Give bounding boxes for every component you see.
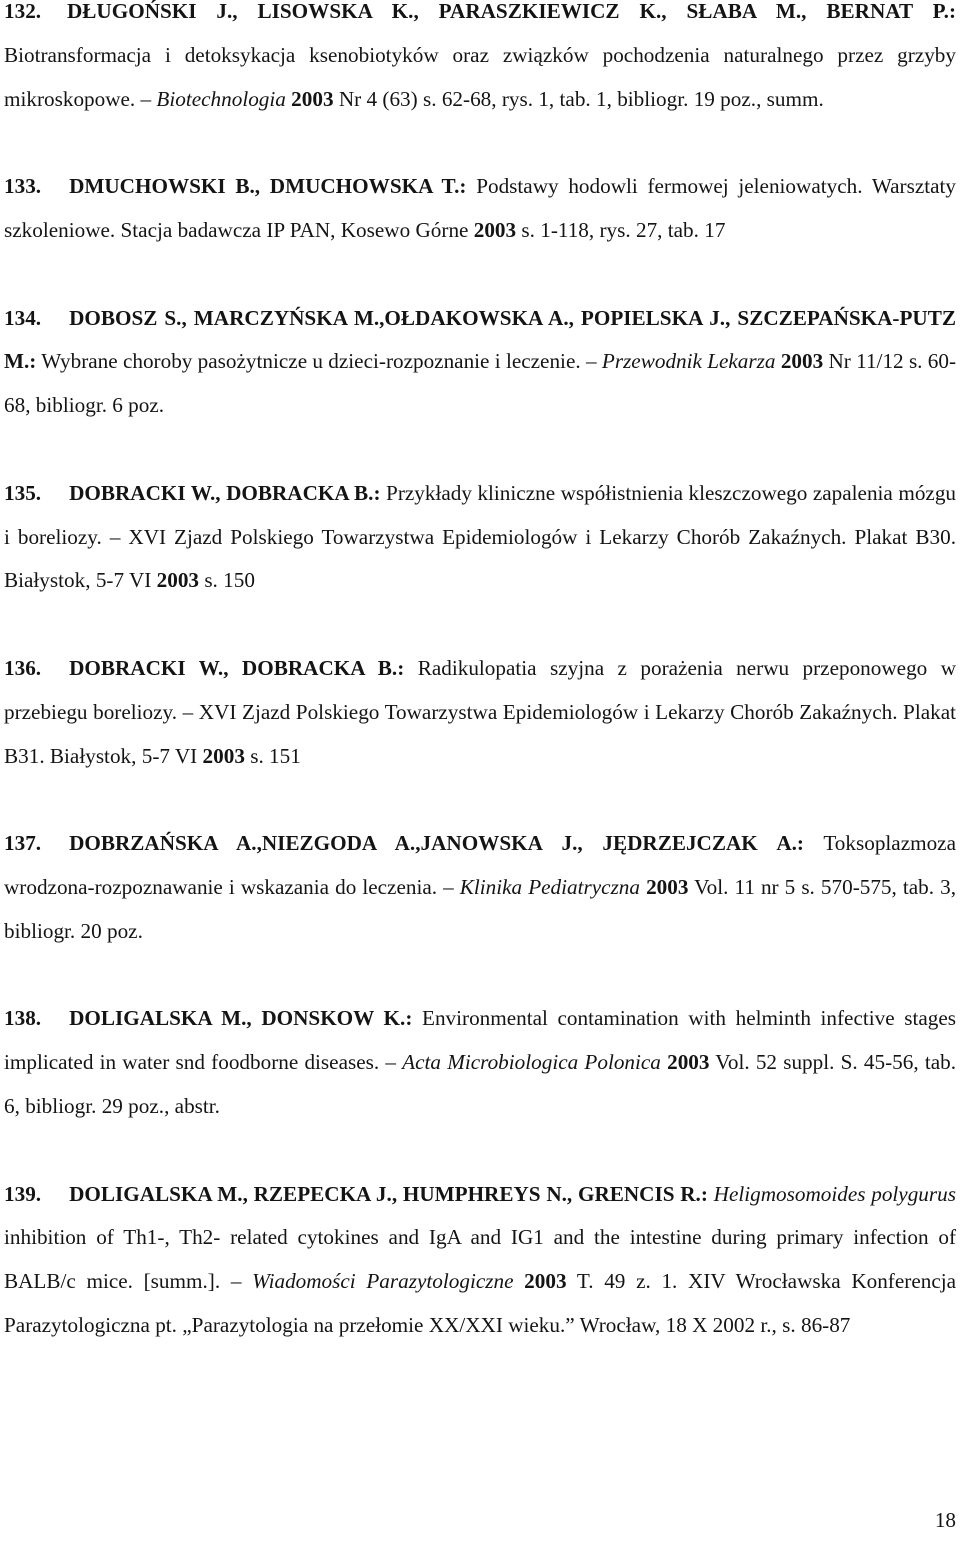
- entry-year: 2003: [473, 217, 517, 242]
- bibliography-entry-139: 139. DOLIGALSKA M., RZEPECKA J., HUMPHREYS N., GRENCIS R.: Heligmosomoides polygurus inhibition of Th1-, Th2- related cytokines and IgA and IG1 and the intestine during primary infection of BALB/c mice. [summ.]. – Wiadomości Parazytologiczne 2003 T. 49 z. 1. XIV Wrocławska Konferencja Parazytologiczna pt. „Parazytologia na przełomie XX/XXI wieku.” Wrocław, 18 X 2002 r., s. 86-87: [4, 1181, 957, 1337]
- entry-authors: DOLIGALSKA M., DONSKOW K.: [69, 1006, 406, 1031]
- entry-journal: Acta Microbiologica Polonica: [402, 1050, 661, 1075]
- entry-number: 138.: [4, 1006, 42, 1031]
- entry-title: Przykłady kliniczne współistnienia kleszczowego zapalenia mózgu i boreliozy.: [4, 480, 957, 549]
- entry-year: 2003: [646, 874, 689, 899]
- entry-details: s. 1-118, rys. 27, tab. 17: [521, 217, 726, 242]
- bibliography-entry-134: 134. DOBOSZ S., MARCZYŃSKA M.,OŁDAKOWSKA A., POPIELSKA J., SZCZEPAŃSKA-PUTZ M.: Wybrane choroby pasożytnicze u dzieci-rozpoznanie i leczenie. – Przewodnik Lekarza 2003 Nr 11/12 s. 60-68, bibliogr. 6 poz.: [4, 305, 957, 418]
- entry-journal: Przewodnik Lekarza: [601, 349, 776, 374]
- entry-year: 2003: [156, 568, 200, 593]
- entry-details: Vol. 11 nr 5 s. 570-575, tab. 3, bibliogr. 20 poz.: [4, 874, 957, 943]
- entry-authors: DOBRZAŃSKA A.,NIEZGODA A.,JANOWSKA J., JĘDRZEJCZAK A.: [69, 831, 797, 856]
- entry-details: Nr 4 (63) s. 62-68, rys. 1, tab. 1, bibliogr. 19 poz., summ.: [338, 86, 824, 111]
- entry-authors: DOLIGALSKA M., RZEPECKA J., HUMPHREYS N., GRENCIS R.: [69, 1181, 701, 1206]
- entry-year: 2003: [524, 1269, 567, 1294]
- bibliography-entry-138: 138. DOLIGALSKA M., DONSKOW K.: Environmental contamination with helminth infective stages implicated in water snd foodborne diseases. – Acta Microbiologica Polonica 2003 Vol. 52 suppl. S. 45-56, tab. 6, bibliogr. 29 poz., abstr.: [4, 1006, 957, 1118]
- entry-number: 134.: [4, 305, 42, 330]
- entry-dash: –: [230, 1269, 242, 1294]
- bibliography-entry-133: 133. DMUCHOWSKI B., DMUCHOWSKA T.: Podstawy hodowli fermowej jeleniowatych. Warsztaty szkoleniowe. Stacja badawcza IP PAN, Kosewo Górne 2003 s. 1-118, rys. 27, tab. 17: [4, 174, 957, 242]
- entry-details: T. 49 z. 1. XIV Wrocławska Konferencja Parazytologiczna pt. „Parazytologia na przełomie XX/XXI wieku.” Wrocław, 18 X 2002 r., s. 86-87: [4, 1269, 957, 1337]
- entry-number: 135.: [4, 480, 42, 505]
- bibliography-entry-135: 135. DOBRACKI W., DOBRACKA B.: Przykłady kliniczne współistnienia kleszczowego zapalenia mózgu i boreliozy. – XVI Zjazd Polskiego Towarzystwa Epidemiologów i Lekarzy Chorób Zakaźnych. Plakat B30. Białystok, 5-7 VI 2003 s. 150: [4, 480, 957, 593]
- entry-details: s. 151: [250, 743, 301, 768]
- entry-details: s. 150: [204, 568, 255, 593]
- bibliography-entry-132: 132. DŁUGOŃSKI J., LISOWSKA K., PARASZKIEWICZ K., SŁABA M., BERNAT P.: Biotransformacja i detoksykacja ksenobiotyków oraz związków pochodzenia naturalnego przez grzyby mikroskopowe. – Biotechnologia 2003 Nr 4 (63) s. 62-68, rys. 1, tab. 1, bibliogr. 19 poz., summ.: [4, 0, 956, 111]
- entry-authors: DMUCHOWSKI B., DMUCHOWSKA T.: [69, 174, 460, 199]
- entry-year: 2003: [667, 1050, 710, 1075]
- entry-journal: XVI Zjazd Polskiego Towarzystwa Epidemiologów i Lekarzy Chorób Zakaźnych. Plakat B30. Białystok, 5-7 VI: [4, 524, 957, 593]
- entry-number: 132.: [4, 0, 42, 23]
- entry-title: Environmental contamination with helminth infective stages implicated in water snd foodborne diseases.: [4, 1006, 957, 1075]
- entry-title: Biotransformacja i detoksykacja ksenobiotyków oraz związków pochodzenia naturalnego przez grzyby mikroskopowe.: [4, 42, 956, 111]
- entry-title: Radikulopatia szyjna z porażenia nerwu przeponowego w przebiegu boreliozy.: [4, 655, 956, 724]
- entry-title-species: Heligmosomoides polygurus: [713, 1181, 956, 1206]
- entry-number: 136.: [4, 655, 42, 680]
- entry-title: inhibition of Th1-, Th2- related cytokines and IgA and IG1 and the intestine during primary infection of BALB/c mice. [summ.].: [4, 1225, 956, 1294]
- entry-title: Podstawy hodowli fermowej jeleniowatych. Warsztaty szkoleniowe. Stacja badawcza IP PAN, Kosewo Górne: [4, 174, 957, 242]
- entry-authors: DOBRACKI W., DOBRACKA B.: [69, 480, 374, 505]
- entry-number: 133.: [4, 174, 42, 199]
- entry-details: Vol. 52 suppl. S. 45-56, tab. 6, bibliogr. 29 poz., abstr.: [4, 1050, 957, 1118]
- entry-dash: –: [140, 86, 152, 111]
- bibliography-entry-136: 136. DOBRACKI W., DOBRACKA B.: Radikulopatia szyjna z porażenia nerwu przeponowego w przebiegu boreliozy. – XVI Zjazd Polskiego Towarzystwa Epidemiologów i Lekarzy Chorób Zakaźnych. Plakat B31. Białystok, 5-7 VI 2003 s. 151: [4, 655, 957, 768]
- entry-number: 139.: [4, 1181, 42, 1206]
- entry-title: Toksoplazmoza wrodzona-rozpoznawanie i wskazania do leczenia.: [4, 831, 956, 899]
- entry-dash: –: [443, 874, 454, 899]
- entry-journal: Biotechnologia: [156, 86, 286, 111]
- entry-dash: –: [182, 699, 194, 724]
- entry-authors: DOBRACKI W., DOBRACKA B.: [69, 655, 398, 680]
- entry-journal: Wiadomości Parazytologiczne: [252, 1269, 514, 1294]
- entry-details: Nr 11/12 s. 60-68, bibliogr. 6 poz.: [4, 349, 957, 418]
- entry-dash: –: [385, 1050, 396, 1075]
- entry-journal: Klinika Pediatryczna: [459, 874, 640, 899]
- entry-authors: DOBOSZ S., MARCZYŃSKA M.,OŁDAKOWSKA A., POPIELSKA J., SZCZEPAŃSKA-PUTZ M.: [4, 305, 956, 374]
- entry-authors: DŁUGOŃSKI J., LISOWSKA K., PARASZKIEWICZ K., SŁABA M., BERNAT P.: [67, 0, 949, 23]
- entry-number: 137.: [4, 831, 42, 856]
- entry-year: 2003: [291, 86, 334, 111]
- bibliography-entry-137: 137. DOBRZAŃSKA A.,NIEZGODA A.,JANOWSKA J., JĘDRZEJCZAK A.: Toksoplazmoza wrodzona-rozpoznawanie i wskazania do leczenia. – Klinika Pediatryczna 2003 Vol. 11 nr 5 s. 570-575, tab. 3, bibliogr. 20 poz.: [4, 831, 957, 943]
- entry-dash: –: [109, 524, 121, 549]
- entry-year: 2003: [780, 349, 824, 374]
- entry-dash: –: [585, 349, 597, 374]
- entry-year: 2003: [202, 743, 245, 768]
- page-number: 18: [934, 1508, 956, 1532]
- entry-journal: XVI Zjazd Polskiego Towarzystwa Epidemiologów i Lekarzy Chorób Zakaźnych. Plakat B31. Białystok, 5-7 VI: [4, 699, 957, 768]
- entry-title: Wybrane choroby pasożytnicze u dzieci-rozpoznanie i leczenie.: [41, 349, 581, 374]
